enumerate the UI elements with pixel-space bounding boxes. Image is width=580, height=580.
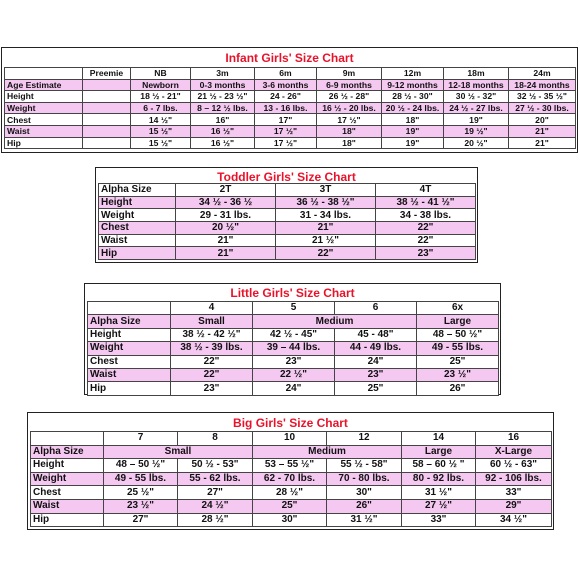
table-cell: 30 ½ - 32" — [444, 91, 509, 103]
table-cell: 27" — [104, 513, 178, 527]
table-cell: 19 ½" — [444, 125, 509, 137]
row-label: Weight — [31, 472, 104, 486]
table-cell: 20 ½" — [176, 222, 276, 235]
row-label: Chest — [88, 355, 171, 368]
table-cell: 23" — [171, 382, 253, 395]
row-label: Height — [99, 196, 176, 209]
row-label: Waist — [5, 125, 83, 137]
table-cell: 34 - 38 lbs. — [376, 209, 476, 222]
table-cell: 18" — [317, 137, 382, 149]
table-cell: 55 - 62 lbs. — [178, 472, 253, 486]
table-cell: 21" — [276, 222, 376, 235]
table-cell: 29 - 31 lbs. — [176, 209, 276, 222]
table-cell: 21" — [176, 234, 276, 247]
table-row — [99, 209, 476, 222]
table-cell: 24m — [509, 68, 576, 80]
toddler-size-table — [98, 183, 476, 260]
table-cell: 38 ½ - 42 ½" — [171, 328, 253, 341]
table-row — [99, 196, 476, 209]
table-header-row — [31, 432, 552, 446]
table-cell: 39 – 44 lbs. — [253, 342, 335, 355]
row-label: Height — [31, 459, 104, 473]
table-cell: 28 ½" — [253, 486, 327, 500]
table-cell: 28 ½" — [178, 513, 253, 527]
table-cell — [88, 302, 171, 315]
table-cell: 20 ½ - 24 lbs. — [382, 102, 444, 114]
table-cell: 58 – 60 ½ " — [402, 459, 476, 473]
table-cell: 31 - 34 lbs. — [276, 209, 376, 222]
big-size-table — [30, 431, 552, 527]
table-cell: 14 ½" — [131, 114, 191, 126]
table-cell: 18" — [382, 114, 444, 126]
table-cell — [83, 91, 131, 103]
table-cell: 23 ½" — [104, 499, 178, 513]
table-cell: 25" — [417, 355, 499, 368]
table-cell: 3T — [276, 184, 376, 197]
table-cell: 55 ½ - 58" — [327, 459, 402, 473]
table-cell: 38 ½ - 39 lbs. — [171, 342, 253, 355]
table-cell: 8 — [178, 432, 253, 446]
table-cell: 18-24 months — [509, 79, 576, 91]
table-cell: 12 — [327, 432, 402, 446]
table-cell: 18" — [317, 125, 382, 137]
table-cell: 17" — [255, 114, 317, 126]
table-cell: 25" — [335, 382, 417, 395]
little-size-table — [87, 301, 499, 396]
table-cell: 24" — [335, 355, 417, 368]
table-cell: 49 - 55 lbs. — [104, 472, 178, 486]
table-cell: 18m — [444, 68, 509, 80]
table-cell: 16 ½ - 20 lbs. — [317, 102, 382, 114]
table-cell: 20 ½" — [444, 137, 509, 149]
table-row — [5, 79, 576, 91]
table-cell: 9m — [317, 68, 382, 80]
table-cell: 34 ½" — [476, 513, 552, 527]
table-cell: 21 ½" — [276, 234, 376, 247]
table-cell: 53 – 55 ½" — [253, 459, 327, 473]
table-cell: Preemie — [83, 68, 131, 80]
table-cell: 12m — [382, 68, 444, 80]
row-label: Hip — [88, 382, 171, 395]
table-cell: X-Large — [476, 445, 552, 459]
table-cell: 6-9 months — [317, 79, 382, 91]
row-label: Weight — [88, 342, 171, 355]
row-label: Hip — [5, 137, 83, 149]
table-cell: 15 ½" — [131, 125, 191, 137]
row-label: Hip — [99, 247, 176, 260]
big-chart-title: Big Girls' Size Chart — [233, 416, 348, 430]
table-cell — [83, 137, 131, 149]
table-cell: 31 ½" — [402, 486, 476, 500]
table-row — [5, 137, 576, 149]
table-row — [5, 102, 576, 114]
infant-size-chart — [1, 47, 578, 153]
table-cell: 22" — [171, 355, 253, 368]
table-cell: NB — [131, 68, 191, 80]
table-row — [31, 486, 552, 500]
table-cell: 6x — [417, 302, 499, 315]
table-cell: 26" — [327, 499, 402, 513]
table-cell: 60 ½ - 63" — [476, 459, 552, 473]
table-cell: 19" — [382, 125, 444, 137]
table-cell: 0-3 months — [191, 79, 255, 91]
table-cell: 16" — [191, 114, 255, 126]
table-cell: Newborn — [131, 79, 191, 91]
table-cell: 17 ½" — [255, 125, 317, 137]
table-cell: 6 - 7 lbs. — [131, 102, 191, 114]
table-cell: 24 ½ - 27 lbs. — [444, 102, 509, 114]
table-cell: 22" — [376, 234, 476, 247]
table-cell: 49 - 55 lbs. — [417, 342, 499, 355]
table-cell: 8 – 12 ½ lbs. — [191, 102, 255, 114]
table-cell: 16 ½" — [191, 125, 255, 137]
table-cell: 28 ½ - 30" — [382, 91, 444, 103]
alpha-size-row — [31, 445, 552, 459]
table-cell: 50 ½ - 53" — [178, 459, 253, 473]
table-cell: 24" — [253, 382, 335, 395]
row-label: Height — [88, 328, 171, 341]
table-header-row — [99, 184, 476, 197]
table-cell: 48 – 50 ½" — [417, 328, 499, 341]
table-cell: 27 ½ - 30 lbs. — [509, 102, 576, 114]
table-cell: 32 ½ - 35 ½" — [509, 91, 576, 103]
table-cell: 20" — [509, 114, 576, 126]
row-label: Age Estimate — [5, 79, 83, 91]
table-cell: 70 - 80 lbs. — [327, 472, 402, 486]
table-cell: 6 — [335, 302, 417, 315]
row-label: Alpha Size — [88, 315, 171, 328]
table-cell: 33" — [402, 513, 476, 527]
table-cell: 23" — [253, 355, 335, 368]
table-cell: 22" — [171, 368, 253, 381]
table-cell: 38 ½ - 41 ½" — [376, 196, 476, 209]
table-cell: 4 — [171, 302, 253, 315]
table-cell: Small — [104, 445, 253, 459]
infant-size-table — [4, 67, 576, 149]
table-cell: 17 ½" — [255, 137, 317, 149]
table-row — [31, 499, 552, 513]
table-cell: 5 — [253, 302, 335, 315]
table-cell: 80 - 92 lbs. — [402, 472, 476, 486]
table-cell: 10 — [253, 432, 327, 446]
table-cell: 23" — [376, 247, 476, 260]
table-header-row — [88, 302, 499, 315]
row-label: Weight — [5, 102, 83, 114]
table-cell: 25 ½" — [104, 486, 178, 500]
row-label: Waist — [31, 499, 104, 513]
table-cell: 29" — [476, 499, 552, 513]
table-cell: Large — [402, 445, 476, 459]
table-cell — [31, 432, 104, 446]
table-cell: 25" — [253, 499, 327, 513]
table-cell: 44 - 49 lbs. — [335, 342, 417, 355]
table-cell: 15 ½" — [131, 137, 191, 149]
table-cell: 24 ½" — [178, 499, 253, 513]
table-row — [31, 513, 552, 527]
toddler-chart-title: Toddler Girls' Size Chart — [217, 170, 356, 184]
table-cell: 3-6 months — [255, 79, 317, 91]
table-cell: 26" — [417, 382, 499, 395]
table-cell: 2T — [176, 184, 276, 197]
table-row — [5, 114, 576, 126]
table-cell: Large — [417, 315, 499, 328]
table-row — [88, 368, 499, 381]
table-row — [31, 472, 552, 486]
row-label: Height — [5, 91, 83, 103]
table-row — [5, 125, 576, 137]
table-cell — [83, 102, 131, 114]
table-row — [99, 234, 476, 247]
table-cell: 22" — [276, 247, 376, 260]
table-cell: 31 ½" — [327, 513, 402, 527]
row-label: Waist — [88, 368, 171, 381]
table-cell: 42 ½ - 45" — [253, 328, 335, 341]
table-cell: 36 ½ - 38 ½" — [276, 196, 376, 209]
table-row — [88, 342, 499, 355]
table-cell: 19" — [382, 137, 444, 149]
table-cell: 16 ½" — [191, 137, 255, 149]
infant-chart-title: Infant Girls' Size Chart — [225, 51, 354, 65]
table-cell: 27 ½" — [402, 499, 476, 513]
table-cell: 23" — [335, 368, 417, 381]
table-cell: 23 ½" — [417, 368, 499, 381]
table-cell: 34 ½ - 36 ½ — [176, 196, 276, 209]
big-size-chart — [27, 412, 554, 530]
table-row — [88, 382, 499, 395]
table-cell: 21" — [509, 125, 576, 137]
table-row — [88, 328, 499, 341]
row-label: Chest — [5, 114, 83, 126]
table-cell: 3m — [191, 68, 255, 80]
table-cell: 13 - 16 lbs. — [255, 102, 317, 114]
table-cell: 30" — [327, 486, 402, 500]
table-header-row — [5, 68, 576, 80]
table-cell: 12-18 months — [444, 79, 509, 91]
row-label: Waist — [99, 234, 176, 247]
table-cell: Small — [171, 315, 253, 328]
table-cell: Medium — [253, 445, 402, 459]
row-label: Chest — [31, 486, 104, 500]
table-cell: 62 - 70 lbs. — [253, 472, 327, 486]
table-row — [88, 355, 499, 368]
table-cell: 92 - 106 lbs. — [476, 472, 552, 486]
row-label: Chest — [99, 222, 176, 235]
table-cell: 4T — [376, 184, 476, 197]
table-cell: 22 ½" — [253, 368, 335, 381]
table-row — [31, 459, 552, 473]
table-cell: 18 ½ - 21" — [131, 91, 191, 103]
table-cell — [83, 125, 131, 137]
table-cell: 16 — [476, 432, 552, 446]
table-cell: 14 — [402, 432, 476, 446]
row-label: Alpha Size — [99, 184, 176, 197]
table-cell: 17 ½" — [317, 114, 382, 126]
table-cell — [5, 68, 83, 80]
alpha-size-row — [88, 315, 499, 328]
table-cell: 27" — [178, 486, 253, 500]
table-cell: 22" — [376, 222, 476, 235]
table-cell: 48 – 50 ½" — [104, 459, 178, 473]
table-cell: 19" — [444, 114, 509, 126]
table-cell: 21" — [509, 137, 576, 149]
toddler-size-chart — [95, 167, 478, 263]
table-cell: 21 ½ - 23 ½" — [191, 91, 255, 103]
table-cell: 45 - 48" — [335, 328, 417, 341]
table-cell: 7 — [104, 432, 178, 446]
little-chart-title: Little Girls' Size Chart — [230, 286, 355, 300]
table-cell: 33" — [476, 486, 552, 500]
row-label: Alpha Size — [31, 445, 104, 459]
table-cell: 9-12 months — [382, 79, 444, 91]
table-cell: Medium — [253, 315, 417, 328]
table-cell: 24 - 26" — [255, 91, 317, 103]
table-row — [5, 91, 576, 103]
table-row — [99, 247, 476, 260]
little-size-chart — [84, 283, 501, 395]
row-label: Weight — [99, 209, 176, 222]
table-cell: 21" — [176, 247, 276, 260]
table-cell: 26 ½ - 28" — [317, 91, 382, 103]
table-row — [99, 222, 476, 235]
table-cell: 6m — [255, 68, 317, 80]
table-cell: 30" — [253, 513, 327, 527]
table-cell — [83, 114, 131, 126]
table-cell — [83, 79, 131, 91]
row-label: Hip — [31, 513, 104, 527]
